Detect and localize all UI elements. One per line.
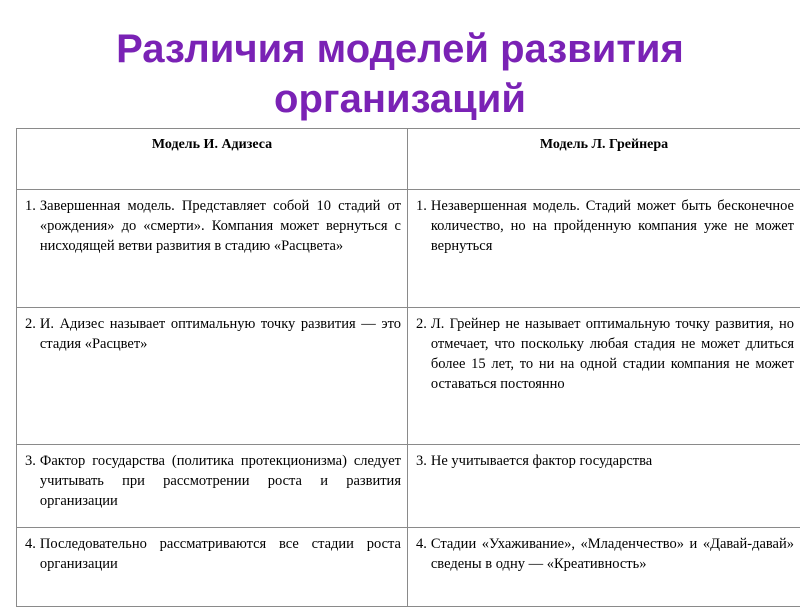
table-row [17, 190, 800, 308]
cell-adizes-4 [17, 528, 408, 607]
row-number: 1. [25, 196, 36, 256]
row-number: 3. [416, 451, 427, 471]
cell-adizes-2 [17, 308, 408, 445]
cell-text: Не учитывается фактор государства [431, 451, 794, 471]
table-row [17, 528, 800, 607]
row-number: 4. [25, 534, 36, 574]
row-number: 1. [416, 196, 427, 256]
row-number: 4. [416, 534, 427, 574]
table-row [17, 445, 800, 528]
cell-adizes-3 [17, 445, 408, 528]
cell-text: Л. Грейнер не называет оптимальную точку развития, но отмечает, что поскольку любая стадия не может длиться более 15 лет, то ни на одной стадии компания не может оставаться постоянно [431, 314, 794, 394]
row-number: 3. [25, 451, 36, 511]
slide-title: Различия моделей развития организаций [0, 24, 800, 124]
row-number: 2. [25, 314, 36, 354]
header-greiner: Модель Л. Грейнера [408, 129, 800, 190]
header-adizes: Модель И. Адизеса [17, 129, 408, 190]
cell-text: Последовательно рассматриваются все стадии роста организации [40, 534, 401, 574]
cell-adizes-1 [17, 190, 408, 308]
row-number: 2. [416, 314, 427, 394]
cell-text: Стадии «Ухаживание», «Младенчество» и «Давай-давай» сведены в одну — «Креативность» [431, 534, 794, 574]
cell-greiner-1 [408, 190, 800, 308]
cell-greiner-4 [408, 528, 800, 607]
table-header-row [17, 129, 800, 190]
cell-text: Фактор государства (политика протекционизма) следует учитывать при рассмотрении роста и развития организации [40, 451, 401, 511]
comparison-table [16, 128, 800, 607]
cell-greiner-2 [408, 308, 800, 445]
cell-text: Незавершенная модель. Стадий может быть бесконечное количество, но на пройденную компания уже не может вернуться [431, 196, 794, 256]
cell-text: И. Адизес называет оптимальную точку развития — это стадия «Расцвет» [40, 314, 401, 354]
cell-greiner-3 [408, 445, 800, 528]
table-row [17, 308, 800, 445]
cell-text: Завершенная модель. Представляет собой 10 стадий от «рождения» до «смерти». Компания может вернуться с нисходящей ветви развития в стадию «Расцвета» [40, 196, 401, 256]
